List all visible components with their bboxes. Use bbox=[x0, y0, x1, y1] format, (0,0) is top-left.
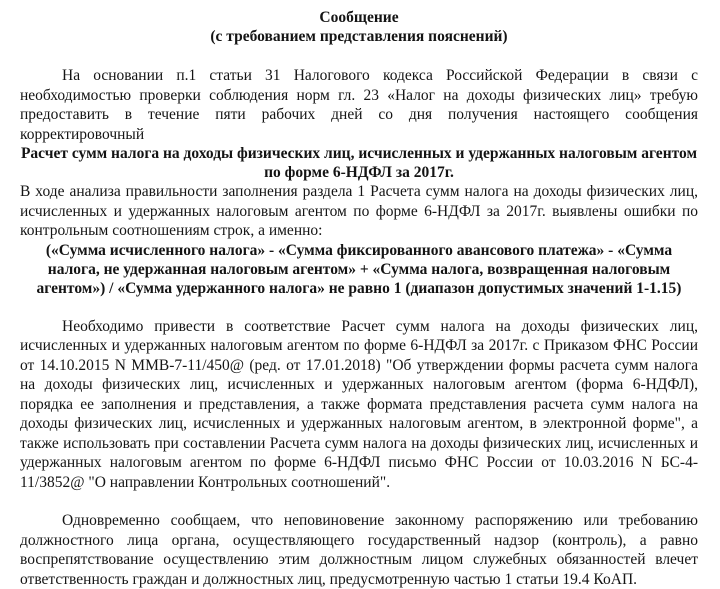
document-title: Сообщение bbox=[319, 9, 399, 26]
warning-paragraph: Одновременно сообщаем, что неповиновение законному распоряжению или требованию должностного лица органа, осуществляющего государственный надзор (контроль), а равно воспрепятствование осуществлению этим должностным лицом служебных обязанностей влечет ответственность граждан и должностных лиц, предусмотренную частью 1 статьи 19.4 КоАП. bbox=[20, 512, 698, 588]
report-title: Расчет сумм налога на доходы физических лиц, исчисленных и удержанных налоговым агентом по форме 6-НДФЛ за 2017г. bbox=[20, 145, 698, 181]
document-subtitle: (с требованием представления пояснений) bbox=[210, 28, 508, 45]
intro-paragraph: На основании п.1 статьи 31 Налогового кодекса Российской Федерации в связи с необходимостью проверки соблюдения норм гл. 23 «Налог на доходы физических лиц» требую предоставить в течение пяти рабочих дней со дня получения настоящего сообщения корректировочный bbox=[20, 67, 698, 143]
spacer bbox=[20, 46, 698, 66]
spacer bbox=[20, 298, 698, 317]
analysis-paragraph: В ходе анализа правильности заполнения раздела 1 Расчета сумм налога на доходы физических лиц, исчисленных и удержанных налоговым агентом по форме 6-НДФЛ за 2017г. выявлены ошибки по контрольным соотношениям строк, а именно: bbox=[20, 183, 698, 239]
control-ratio-formula: («Сумма исчисленного налога» - «Сумма фиксированного авансового платежа» - «Сумма налога, не удержанная налоговым агентом» + «Сумма налога, возвращенная налоговым агентом») / «Сумма удержанного налога» не равно 1 (диапазон допустимых значений 1-1.15) bbox=[36, 241, 682, 297]
requirement-paragraph: Необходимо привести в соответствие Расчет сумм налога на доходы физических лиц, исчисленных и удержанных налоговым агентом по форме 6-НДФЛ за 2017г. с Приказом ФНС России от 14.10.2015 N ММВ-7-11/450@ (ред. от 17.01.2018) "Об утверждении формы расчета сумм налога на доходы физических лиц, исчисленных и удержанных налоговым агентом (форма 6-НДФЛ), порядка ее заполнения и представления, а также формата представления расчета сумм налога на доходы физических лиц, исчисленных и удержанных налоговым агентом, в электронной форме", а также использовать при составлении Расчета сумм налога на доходы физических лиц, исчисленных и удержанных налоговым агентом по форме 6-НДФЛ письмо ФНС России от 10.03.2016 N БС-4-11/3852@ "О направлении Контрольных соотношений". bbox=[20, 317, 698, 491]
spacer bbox=[20, 492, 698, 511]
